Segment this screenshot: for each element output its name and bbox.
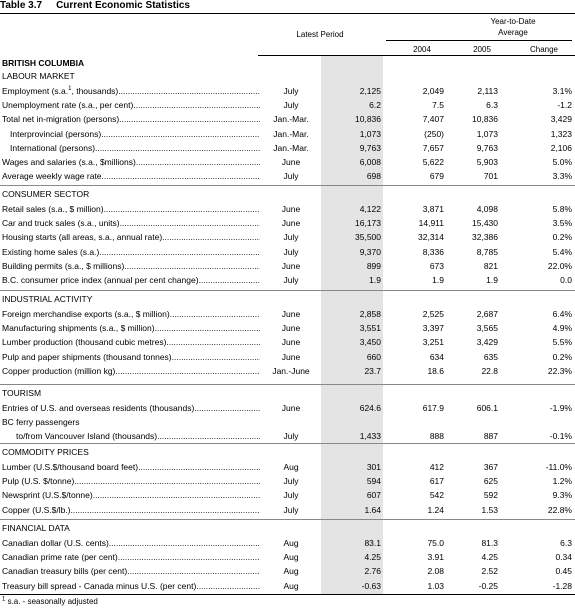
leader-dots xyxy=(136,157,260,167)
latest-value-cell: 899 xyxy=(366,261,381,271)
period-cell: June xyxy=(281,403,301,413)
ytd-2005-cell: 15,430 xyxy=(472,218,498,228)
change-cell: 5.8% xyxy=(552,204,572,214)
ytd-2005-cell: 821 xyxy=(483,261,498,271)
period-cell: June xyxy=(281,218,301,228)
ytd-2005-cell: 1.53 xyxy=(481,505,498,515)
table-title-text: Current Economic Statistics xyxy=(56,0,190,11)
ytd-2005-cell: 635 xyxy=(483,352,498,362)
ytd-2004-cell: 5,622 xyxy=(422,157,444,167)
row-label-text: Interprovincial (persons) xyxy=(10,129,102,139)
footnote-text: s.a. - seasonally adjusted xyxy=(5,597,98,606)
latest-period-header: Latest Period xyxy=(296,30,344,39)
table-row xyxy=(0,550,575,564)
table-row xyxy=(0,84,575,98)
change-cell: 6.3 xyxy=(560,538,572,548)
change-cell: 6.4% xyxy=(552,309,572,319)
change-cell: 4.9% xyxy=(552,323,572,333)
ytd-2004-cell: 617 xyxy=(429,476,444,486)
ytd-2004-cell: 617.9 xyxy=(422,403,444,413)
latest-value-cell: 9,370 xyxy=(359,247,381,257)
ytd-2005-cell: 32,386 xyxy=(472,232,498,242)
ytd-2004-cell: 32,314 xyxy=(418,232,444,242)
row-label-text: Existing home sales (s.a.) xyxy=(2,247,100,257)
table-row xyxy=(0,98,575,112)
period-cell: July xyxy=(283,490,299,500)
ytd-2004-cell: 412 xyxy=(429,462,444,472)
row-label-text: Unemployment rate (s.a., per cent) xyxy=(2,100,134,110)
table-row xyxy=(0,127,575,141)
table-row xyxy=(0,273,575,287)
period-cell: July xyxy=(283,275,299,285)
latest-value-cell: 23.7 xyxy=(364,366,381,376)
ytd-2005-cell: 3,565 xyxy=(476,323,498,333)
ytd-2005-cell: 10,836 xyxy=(472,114,498,124)
table-row xyxy=(0,155,575,169)
region-heading: BRITISH COLUMBIA xyxy=(2,58,85,68)
row-label-text: Manufacturing shipments (s.a., $ million) xyxy=(2,323,155,333)
table-row xyxy=(0,169,575,183)
row-label xyxy=(2,169,260,183)
leader-dots xyxy=(119,114,260,124)
period-cell: July xyxy=(283,232,299,242)
table-row xyxy=(0,259,575,273)
ytd-2004-cell: 3,397 xyxy=(422,323,444,333)
leader-dots xyxy=(127,566,260,576)
table-row xyxy=(0,364,575,378)
change-cell: 22.0% xyxy=(547,261,572,271)
leader-dots xyxy=(199,275,260,285)
ytd-2005-cell: 9,763 xyxy=(476,143,498,153)
section-divider xyxy=(0,443,575,444)
row-label xyxy=(2,579,260,593)
period-cell: June xyxy=(281,337,301,347)
period-cell: Aug xyxy=(283,462,299,472)
change-cell: 22.8% xyxy=(547,505,572,515)
leader-dots xyxy=(118,86,260,96)
ytd-2005-cell: -0.25 xyxy=(478,581,498,591)
ytd-2005-cell: 2,687 xyxy=(476,309,498,319)
section-divider xyxy=(0,185,575,186)
section-heading: LABOUR MARKET xyxy=(2,71,75,81)
row-label xyxy=(2,350,260,364)
change-cell: 3.1% xyxy=(552,86,572,96)
ytd-2005-cell: 3,429 xyxy=(476,337,498,347)
row-label-text: B.C. consumer price index (annual per cent change) xyxy=(2,275,199,285)
latest-value-cell: 594 xyxy=(366,476,381,486)
row-label xyxy=(2,112,260,126)
row-label xyxy=(2,564,260,578)
ytd-header-rule xyxy=(386,40,572,41)
ytd-2004-cell: 2,525 xyxy=(422,309,444,319)
ytd-2004-cell: 3,871 xyxy=(422,204,444,214)
row-label xyxy=(10,127,260,141)
latest-value-cell: 660 xyxy=(366,352,381,362)
change-cell: -0.1% xyxy=(549,431,572,441)
section-divider xyxy=(0,384,575,385)
table-title xyxy=(0,0,575,14)
header-rule xyxy=(258,55,575,56)
table-row xyxy=(0,460,575,474)
change-cell: 5.4% xyxy=(552,247,572,257)
row-label-text: Copper production (million kg) xyxy=(2,366,116,376)
leader-dots xyxy=(120,218,260,228)
row-label-text: Pulp (U.S. $/tonne) xyxy=(2,476,75,486)
ytd-2004-cell: 8,336 xyxy=(422,247,444,257)
section-heading: COMMODITY PRICES xyxy=(2,447,89,457)
latest-value-cell: 10,836 xyxy=(355,114,381,124)
table-row xyxy=(0,230,575,244)
leader-dots xyxy=(196,581,260,591)
table-row xyxy=(0,429,575,443)
ytd-2005-cell: 1.9 xyxy=(486,275,498,285)
row-label-text: to/from Vancouver Island (thousands) xyxy=(16,431,158,441)
ytd-2005-cell: 592 xyxy=(483,490,498,500)
ytd-2005-cell: 2,113 xyxy=(477,86,498,96)
leader-dots xyxy=(162,232,260,242)
period-cell: June xyxy=(281,309,301,319)
row-label-tail: , thousands) xyxy=(71,86,119,96)
ytd-2004-cell: 1.24 xyxy=(427,505,444,515)
leader-dots xyxy=(172,352,260,362)
latest-value-cell: 3,551 xyxy=(359,323,381,333)
leader-dots xyxy=(101,129,260,139)
latest-value-cell: 9,763 xyxy=(359,143,381,153)
row-label xyxy=(2,536,260,550)
section-heading: INDUSTRIAL ACTIVITY xyxy=(2,294,93,304)
leader-dots xyxy=(93,490,260,500)
table-row xyxy=(0,536,575,550)
row-label-text: Newsprint (U.S.$/tonne) xyxy=(2,490,93,500)
section-divider xyxy=(0,519,575,520)
leader-dots xyxy=(109,538,260,548)
ytd-2005-cell: 6.3 xyxy=(486,100,498,110)
ytd-header-line1: Year-to-Date xyxy=(490,17,536,26)
ytd-2004-cell: 2,049 xyxy=(422,86,444,96)
latest-value-cell: 607 xyxy=(366,490,381,500)
leader-dots xyxy=(194,403,260,413)
latest-value-cell: 1.64 xyxy=(364,505,381,515)
row-label xyxy=(2,503,260,517)
leader-dots xyxy=(166,337,260,347)
leader-dots xyxy=(170,309,260,319)
leader-dots xyxy=(95,143,260,153)
ytd-2005-cell: 5,903 xyxy=(476,157,498,167)
latest-value-cell: 1,433 xyxy=(359,431,381,441)
row-label xyxy=(2,321,260,335)
leader-dots xyxy=(99,247,260,257)
row-label xyxy=(2,216,260,230)
row-label xyxy=(2,401,260,415)
period-cell: June xyxy=(281,323,301,333)
leader-dots xyxy=(71,505,261,515)
ytd-2004-cell: 75.0 xyxy=(427,538,444,548)
latest-value-cell: 16,173 xyxy=(355,218,381,228)
ytd-2005-cell: 8,785 xyxy=(476,247,498,257)
latest-value-cell: 2.76 xyxy=(364,566,381,576)
latest-value-cell: 301 xyxy=(366,462,381,472)
row-label-text: Employment (s.a. xyxy=(2,86,69,96)
footnote-mark: 1 xyxy=(2,596,6,603)
row-label xyxy=(2,259,260,273)
row-label xyxy=(2,230,260,244)
period-cell: June xyxy=(281,352,301,362)
period-cell: July xyxy=(283,505,299,515)
latest-value-cell: 2,125 xyxy=(359,86,381,96)
latest-value-cell: 4.25 xyxy=(364,552,381,562)
row-label-text: Car and truck sales (s.a., units) xyxy=(2,218,120,228)
section-heading: TOURISM xyxy=(2,388,42,398)
change-cell: 0.45 xyxy=(555,566,572,576)
row-label xyxy=(2,335,260,349)
section-heading: FINANCIAL DATA xyxy=(2,523,70,533)
row-label xyxy=(2,474,260,488)
latest-value-cell: 3,450 xyxy=(359,337,381,347)
row-label-text: Canadian treasury bills (per cent) xyxy=(2,566,128,576)
row-label-text: International (persons) xyxy=(10,143,96,153)
change-cell: 1.2% xyxy=(552,476,572,486)
leader-dots xyxy=(118,552,260,562)
ytd-2004-cell: 673 xyxy=(429,261,444,271)
change-cell: 3.3% xyxy=(552,171,572,181)
ytd-2005-cell: 1,073 xyxy=(476,129,498,139)
row-label xyxy=(2,460,260,474)
row-label-text: Lumber (U.S.$/thousand board feet) xyxy=(2,462,139,472)
ytd-2004-cell: 7.5 xyxy=(432,100,444,110)
table-row xyxy=(0,202,575,216)
title-rule xyxy=(0,13,575,14)
period-cell: July xyxy=(283,100,299,110)
ytd-2005-cell: 81.3 xyxy=(481,538,498,548)
row-label-text: Treasury bill spread - Canada minus U.S. (per cent) xyxy=(2,581,197,591)
table-row xyxy=(0,141,575,155)
table-row xyxy=(0,488,575,502)
change-cell: 3.5% xyxy=(552,218,572,228)
change-cell: 1,323 xyxy=(550,129,572,139)
period-cell: Aug xyxy=(283,581,299,591)
table-row xyxy=(0,112,575,126)
change-cell: 3,429 xyxy=(550,114,572,124)
row-label xyxy=(2,98,260,112)
latest-value-cell: 1.9 xyxy=(369,275,381,285)
change-cell: -1.9% xyxy=(549,403,572,413)
table-number: Table 3.7 xyxy=(0,0,43,11)
ytd-2004-cell: 542 xyxy=(429,490,444,500)
ytd-2004-cell: 1.9 xyxy=(432,275,444,285)
table-row xyxy=(0,579,575,593)
ytd-2004-cell: 3,251 xyxy=(422,337,444,347)
period-cell: Aug xyxy=(283,552,299,562)
ytd-2004-cell: 14,911 xyxy=(418,218,444,228)
row-label-text: Foreign merchandise exports (s.a., $ million) xyxy=(2,309,170,319)
period-cell: July xyxy=(283,247,299,257)
change-cell: -11.0% xyxy=(545,462,572,472)
row-label-text: Wages and salaries (s.a., $millions) xyxy=(2,157,136,167)
period-cell: Jan.-Mar. xyxy=(273,129,309,139)
ytd-2005-cell: 625 xyxy=(483,476,498,486)
period-cell: July xyxy=(283,86,299,96)
leader-dots xyxy=(124,261,260,271)
change-cell: -1.2 xyxy=(557,100,572,110)
row-label-text: Entries of U.S. and overseas residents (thousands) xyxy=(2,403,195,413)
row-label-text: Pulp and paper shipments (thousand tonnes) xyxy=(2,352,172,362)
period-cell: July xyxy=(283,431,299,441)
latest-value-cell: 1,073 xyxy=(359,129,381,139)
change-cell: 22.3% xyxy=(547,366,572,376)
period-cell: June xyxy=(281,261,301,271)
latest-value-cell: 624.6 xyxy=(359,403,381,413)
leader-dots xyxy=(157,431,260,441)
row-label-text: Housing starts (all areas, s.a., annual rate) xyxy=(2,232,163,242)
change-cell: 5.0% xyxy=(552,157,572,167)
period-cell: June xyxy=(281,204,301,214)
table-row xyxy=(0,321,575,335)
ytd-header-line2: Average xyxy=(498,28,528,37)
leader-dots xyxy=(74,476,260,486)
row-label-text: Total net in-migration (persons) xyxy=(2,114,120,124)
ytd-2004-cell: 679 xyxy=(429,171,444,181)
col-2004-header: 2004 xyxy=(413,45,431,54)
row-label xyxy=(2,273,260,287)
row-label xyxy=(2,155,260,169)
period-cell: July xyxy=(283,171,299,181)
change-cell: 0.34 xyxy=(555,552,572,562)
row-label xyxy=(2,415,260,429)
period-cell: Aug xyxy=(283,538,299,548)
table-row xyxy=(0,335,575,349)
leader-dots xyxy=(104,204,260,214)
ytd-2005-cell: 887 xyxy=(483,431,498,441)
footnote xyxy=(2,597,98,606)
latest-value-cell: 35,500 xyxy=(355,232,381,242)
period-cell: June xyxy=(281,157,301,167)
ytd-2004-cell: 1.03 xyxy=(427,581,444,591)
latest-value-cell: 698 xyxy=(366,171,381,181)
change-cell: 0.2% xyxy=(552,352,572,362)
ytd-2005-cell: 367 xyxy=(483,462,498,472)
latest-value-cell: -0.63 xyxy=(361,581,381,591)
change-cell: 9.3% xyxy=(552,490,572,500)
latest-value-cell: 83.1 xyxy=(364,538,381,548)
change-cell: 0.0 xyxy=(560,275,572,285)
col-change-header: Change xyxy=(529,45,559,54)
leader-dots xyxy=(115,366,260,376)
change-cell: 5.5% xyxy=(552,337,572,347)
section-heading: CONSUMER SECTOR xyxy=(2,189,90,199)
table-row xyxy=(0,245,575,259)
change-cell: -1.28 xyxy=(552,581,572,591)
table-bottom-rule xyxy=(0,594,575,595)
ytd-2005-cell: 22.8 xyxy=(481,366,498,376)
row-label xyxy=(2,550,260,564)
row-label-text: Building permits (s.a., $ millions) xyxy=(2,261,125,271)
ytd-2004-cell: 2.08 xyxy=(427,566,444,576)
row-label-text: Retail sales (s.a., $ million) xyxy=(2,204,104,214)
table-row xyxy=(0,564,575,578)
ytd-2004-cell: 18.6 xyxy=(427,366,444,376)
footnote-ref: 1 xyxy=(68,86,72,93)
table-row xyxy=(0,307,575,321)
latest-value-cell: 4,122 xyxy=(359,204,381,214)
ytd-2005-cell: 4.25 xyxy=(481,552,498,562)
row-label xyxy=(2,245,260,259)
leader-dots xyxy=(138,462,260,472)
ytd-2004-cell: 3.91 xyxy=(427,552,444,562)
row-label-text: BC ferry passengers xyxy=(2,417,80,427)
latest-value-cell: 6,008 xyxy=(359,157,381,167)
ytd-2004-cell: (250) xyxy=(424,129,444,139)
row-label xyxy=(2,202,260,216)
row-label xyxy=(2,84,260,98)
table-row xyxy=(0,503,575,517)
row-label xyxy=(2,307,260,321)
row-label xyxy=(10,141,260,155)
latest-value-cell: 2,858 xyxy=(359,309,381,319)
table-row xyxy=(0,350,575,364)
row-label-text: Canadian prime rate (per cent) xyxy=(2,552,118,562)
period-cell: Jan.-Mar. xyxy=(273,114,309,124)
row-label-text: Lumber production (thousand cubic metres) xyxy=(2,337,167,347)
leader-dots xyxy=(133,100,260,110)
table-row xyxy=(0,401,575,415)
ytd-2005-cell: 606.1 xyxy=(476,403,498,413)
ytd-2004-cell: 7,657 xyxy=(422,143,444,153)
row-label-text: Canadian dollar (U.S. cents) xyxy=(2,538,109,548)
ytd-2005-cell: 4,098 xyxy=(476,204,498,214)
row-label xyxy=(16,429,260,443)
row-label-text: Copper (U.S.$/lb.) xyxy=(2,505,71,515)
change-cell: 2,106 xyxy=(550,143,572,153)
period-cell: Jan.-June xyxy=(272,366,310,376)
leader-dots xyxy=(155,323,260,333)
table-row xyxy=(0,216,575,230)
row-label xyxy=(2,488,260,502)
row-label xyxy=(2,364,260,378)
period-cell: Aug xyxy=(283,566,299,576)
period-cell: Jan.-Mar. xyxy=(273,143,309,153)
ytd-2004-cell: 634 xyxy=(429,352,444,362)
table-row xyxy=(0,474,575,488)
ytd-2005-cell: 701 xyxy=(483,171,498,181)
ytd-2004-cell: 7,407 xyxy=(422,114,444,124)
section-divider xyxy=(0,290,575,291)
latest-value-cell: 6.2 xyxy=(369,100,381,110)
table-row xyxy=(0,415,575,429)
period-cell: July xyxy=(283,476,299,486)
col-2005-header: 2005 xyxy=(473,45,491,54)
ytd-2004-cell: 888 xyxy=(429,431,444,441)
change-cell: 0.2% xyxy=(552,232,572,242)
ytd-2005-cell: 2.52 xyxy=(481,566,498,576)
leader-dots xyxy=(102,171,260,181)
row-label-text: Average weekly wage rate xyxy=(2,171,102,181)
